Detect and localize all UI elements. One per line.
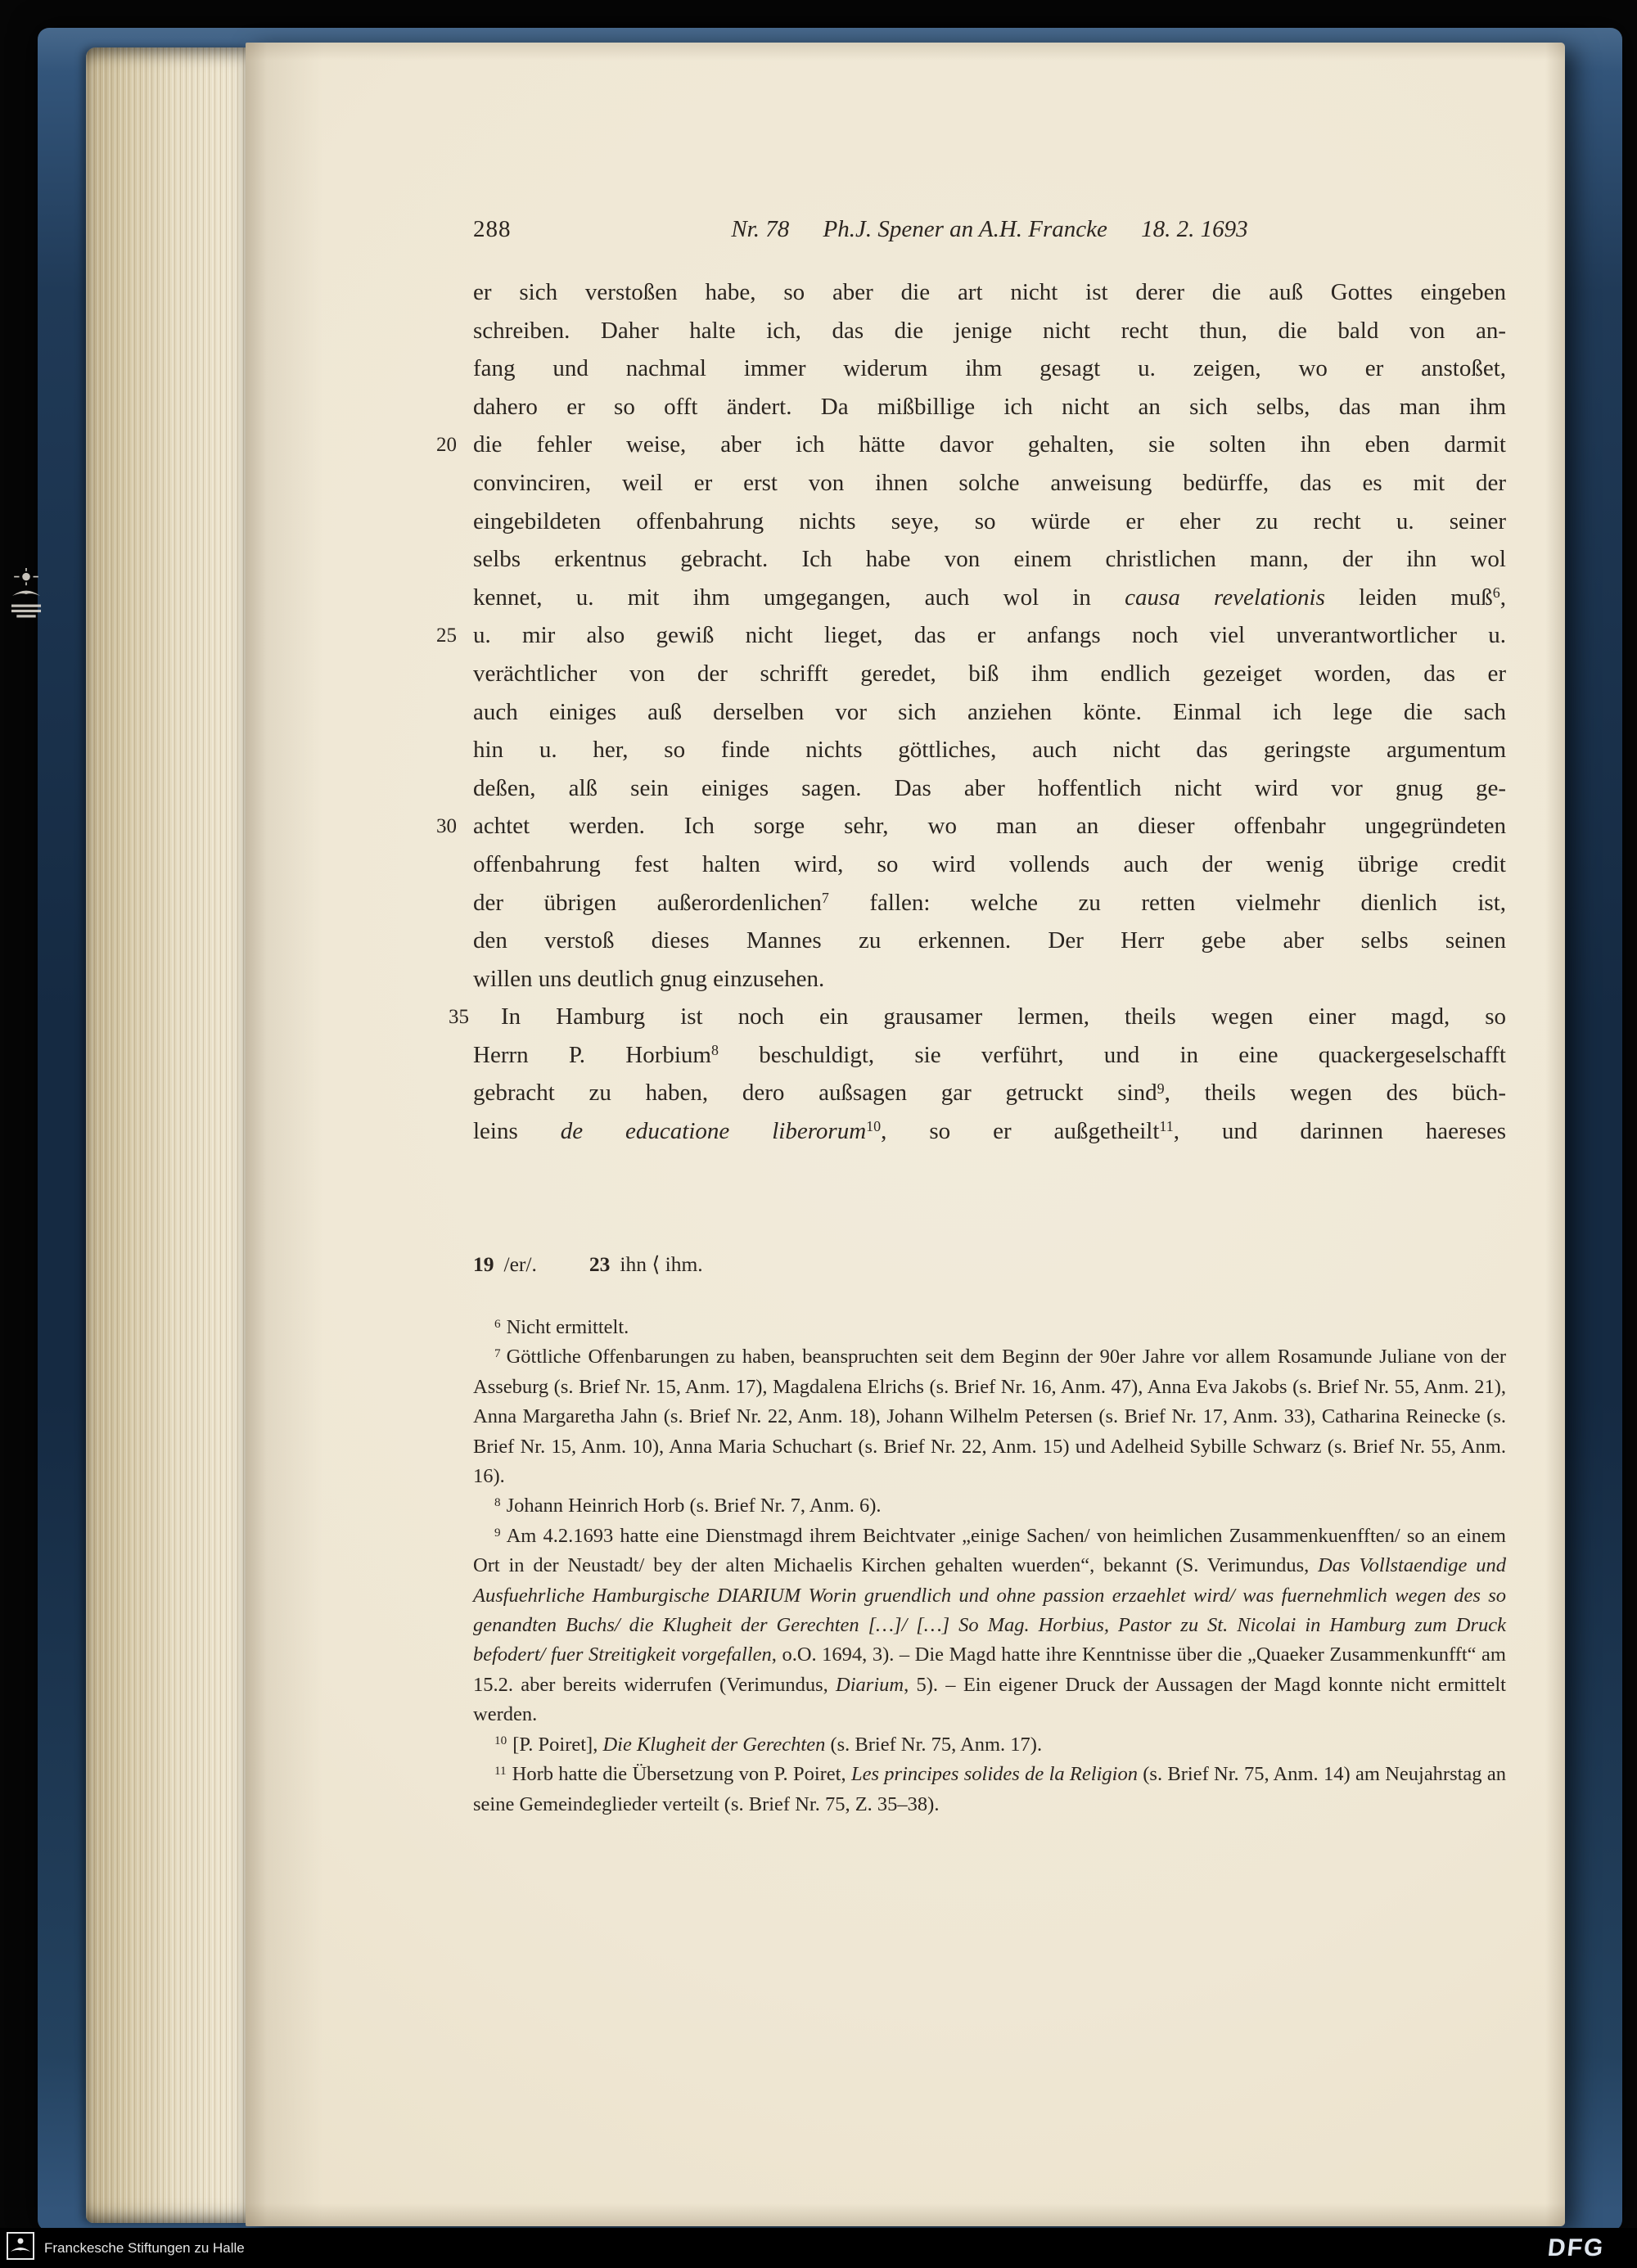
body-line: fang und nachmal immer widerum ihm gesagt u. zeigen, wo er anstoßet,: [473, 355, 1506, 382]
body-line: schreiben. Daher halte ich, das die jenige nicht recht thun, die bald von an-: [473, 317, 1506, 344]
footer-institution: [7, 2232, 245, 2264]
footnote-marker: 6: [494, 1316, 501, 1331]
apparatus-entry: 23 ihn ⟨ ihm.: [589, 1252, 703, 1276]
footnotes: [473, 1313, 1506, 1819]
footnote-marker: 10: [494, 1734, 507, 1748]
apparatus-entry: 19 /er/.: [473, 1252, 537, 1276]
margin-line-number: 30: [436, 815, 457, 838]
franckesche-stiftungen-emblem-icon: [8, 568, 44, 629]
body-line: hin u. her, so finde nichts göttliches, auch nicht das geringste argumentum: [473, 737, 1506, 764]
body-line: kennet, u. mit ihm umgegangen, auch wol in causa revelationis leiden muß$^6$,: [473, 584, 1506, 611]
book-page: [246, 43, 1565, 2226]
letter-number: Nr. 78: [731, 216, 790, 242]
page-number: 288: [473, 216, 512, 242]
institution-logo-icon: [7, 2232, 34, 2264]
apparatus: [473, 1252, 1506, 1277]
body-line: auch einiges auß derselben vor sich anziehen könte. Einmal ich lege die sach: [473, 698, 1506, 725]
footnote: $^7$ Göttliche Offenbarungen zu haben, beanspruchten seit dem Beginn der 90er Jahre vor allem Rosamunde Juliane von der Asseburg (s. Brief Nr. 15, Anm. 17), Magdalena Elrichs (s. Brief Nr. 16, Anm. 47), Anna Eva Jakobs (s. Brief Nr. 55, Anm. 21), Anna Margaretha Jahn (s. Brief Nr. 22, Anm. 18), Johann Wilhelm Petersen (s. Brief Nr. 17, Anm. 33), Catharina Reinecke (s. Brief Nr. 15, Anm. 10), Anna Maria Schuchart (s. Brief Nr. 22, Anm. 15) und Adelheid Sybille Schwarz (s. Brief Nr. 55, Anm. 16).: [473, 1346, 1506, 1488]
body-text: [436, 273, 1507, 1151]
footnote: $^6$ Nicht ermittelt.: [494, 1316, 629, 1338]
page-edge-stack: [86, 47, 250, 2223]
body-line: 25 u. mir also gewiß nicht lieget, das er anfangs noch viel unverantwortlicher u.: [473, 616, 1506, 655]
footnote-marker: 11: [494, 1763, 507, 1778]
body-line: der übrigen außerordenlichen$^7$ fallen: welche zu retten vielmehr dienlich ist,: [473, 889, 1506, 916]
body-line: den verstoß dieses Mannes zu erkennen. Der Herr gebe aber selbs seinen: [473, 927, 1506, 954]
body-line: 30 achtet werden. Ich sorge sehr, wo man an dieser offenbahr ungegründeten: [473, 807, 1506, 845]
institution-name: Franckesche Stiftungen zu Halle: [44, 2239, 245, 2256]
body-line: willen uns deutlich gnug einzusehen.: [473, 965, 825, 992]
footnote-marker: 8: [494, 1495, 501, 1510]
body-line: selbs erkentnus gebracht. Ich habe von einem christlichen mann, der ihn wol: [473, 546, 1506, 573]
body-line: 35 In Hamburg ist noch ein grausamer lermen, theils wegen einer magd, so: [473, 998, 1506, 1036]
body-line: offenbahrung fest halten wird, so wird vollends auch der wenig übrige credit: [473, 850, 1506, 877]
footnote: $^9$ Am 4.2.1693 hatte eine Dienstmagd ihrem Beichtvater „einige Sachen/ von heimlichen Zusammenkuenfften/ so an einem Ort in der Neustadt/ bey der alten Michaelis Kirchen gehalten wuerden“, bekannt (S. Verimundus, Das Vollstaendige und Ausfuehrliche Hamburgische DIARIUM Worin gruendlich und ohne passion erzaehlet wird/ was fuernehmlich wegen des so genandten Buchs/ die Klugheit der Gerechten […]/ […] So Mag. Horbius, Pastor zu St. Nicolai in Hamburg zum Druck befodert/ fuer Streitigkeit vorgefallen, o.O. 1694, 3). – Die Magd hatte ihre Kenntnisse über die „Quaeker Zusammenkunfft“ am 15.2. aber bereits widerrufen (Verimundus, Diarium, 5). – Ein eigener Druck der Aussagen der Magd konnte nicht ermittelt werden.: [473, 1524, 1506, 1726]
footer-bar: [0, 2228, 1637, 2268]
footnote: $^{11}$ Horb hatte die Übersetzung von P. Poiret, Les principes solides de la Religion (s. Brief Nr. 75, Anm. 14) am Neujahrstag an seine Gemeindeglieder verteilt (s. Brief Nr. 75, Z. 35–38).: [473, 1763, 1506, 1815]
footnote-marker: 7: [494, 1346, 501, 1361]
letter-date: 18. 2. 1693: [1141, 216, 1248, 242]
running-title: [473, 216, 1506, 243]
running-header: [473, 216, 1506, 249]
body-line: Herrn P. Horbium$^8$ beschuldigt, sie verführt, und in eine quackergeselschafft: [473, 1041, 1506, 1068]
footnote-marker: 9: [494, 1525, 501, 1540]
body-line: deßen, alß sein einiges sagen. Das aber hoffentlich nicht wird vor gnug ge-: [473, 774, 1506, 801]
margin-line-number: 20: [436, 434, 457, 457]
body-line: 20 die fehler weise, aber ich hätte davor gehalten, sie solten ihn eben darmit: [473, 426, 1506, 464]
body-line: leins de educatione liberorum$^{10}$, so er außgetheilt$^{11}$, und darinnen haereses: [473, 1118, 1506, 1145]
dfg-logo: DFG: [1545, 2234, 1606, 2261]
margin-line-number: 35: [449, 1006, 469, 1029]
body-line: verächtlicher von der schrifft geredet, biß ihm endlich gezeiget worden, das er: [473, 660, 1506, 687]
body-line: er sich verstoßen habe, so aber die art nicht ist derer die auß Gottes eingeben: [473, 279, 1506, 305]
body-line: gebracht zu haben, dero außsagen gar getruckt sind$^9$, theils wegen des büch-: [473, 1080, 1507, 1107]
body-line: dahero er so offt ändert. Da mißbillige ich nicht an sich selbs, das man ihm: [473, 393, 1506, 420]
letter-parties: Ph.J. Spener an A.H. Francke: [823, 216, 1107, 242]
footnote: $^{10}$ [P. Poiret], Die Klugheit der Gerechten (s. Brief Nr. 75, Anm. 17).: [494, 1733, 1043, 1756]
body-line: eingebildeten offenbahrung nichts seye, so würde er eher zu recht u. seiner: [473, 507, 1506, 534]
body-line: convinciren, weil er erst von ihnen solche anweisung bedürffe, das es mit der: [473, 469, 1506, 496]
margin-line-number: 25: [436, 624, 457, 647]
footnote: $^8$ Johann Heinrich Horb (s. Brief Nr. 7, Anm. 6).: [494, 1495, 882, 1517]
